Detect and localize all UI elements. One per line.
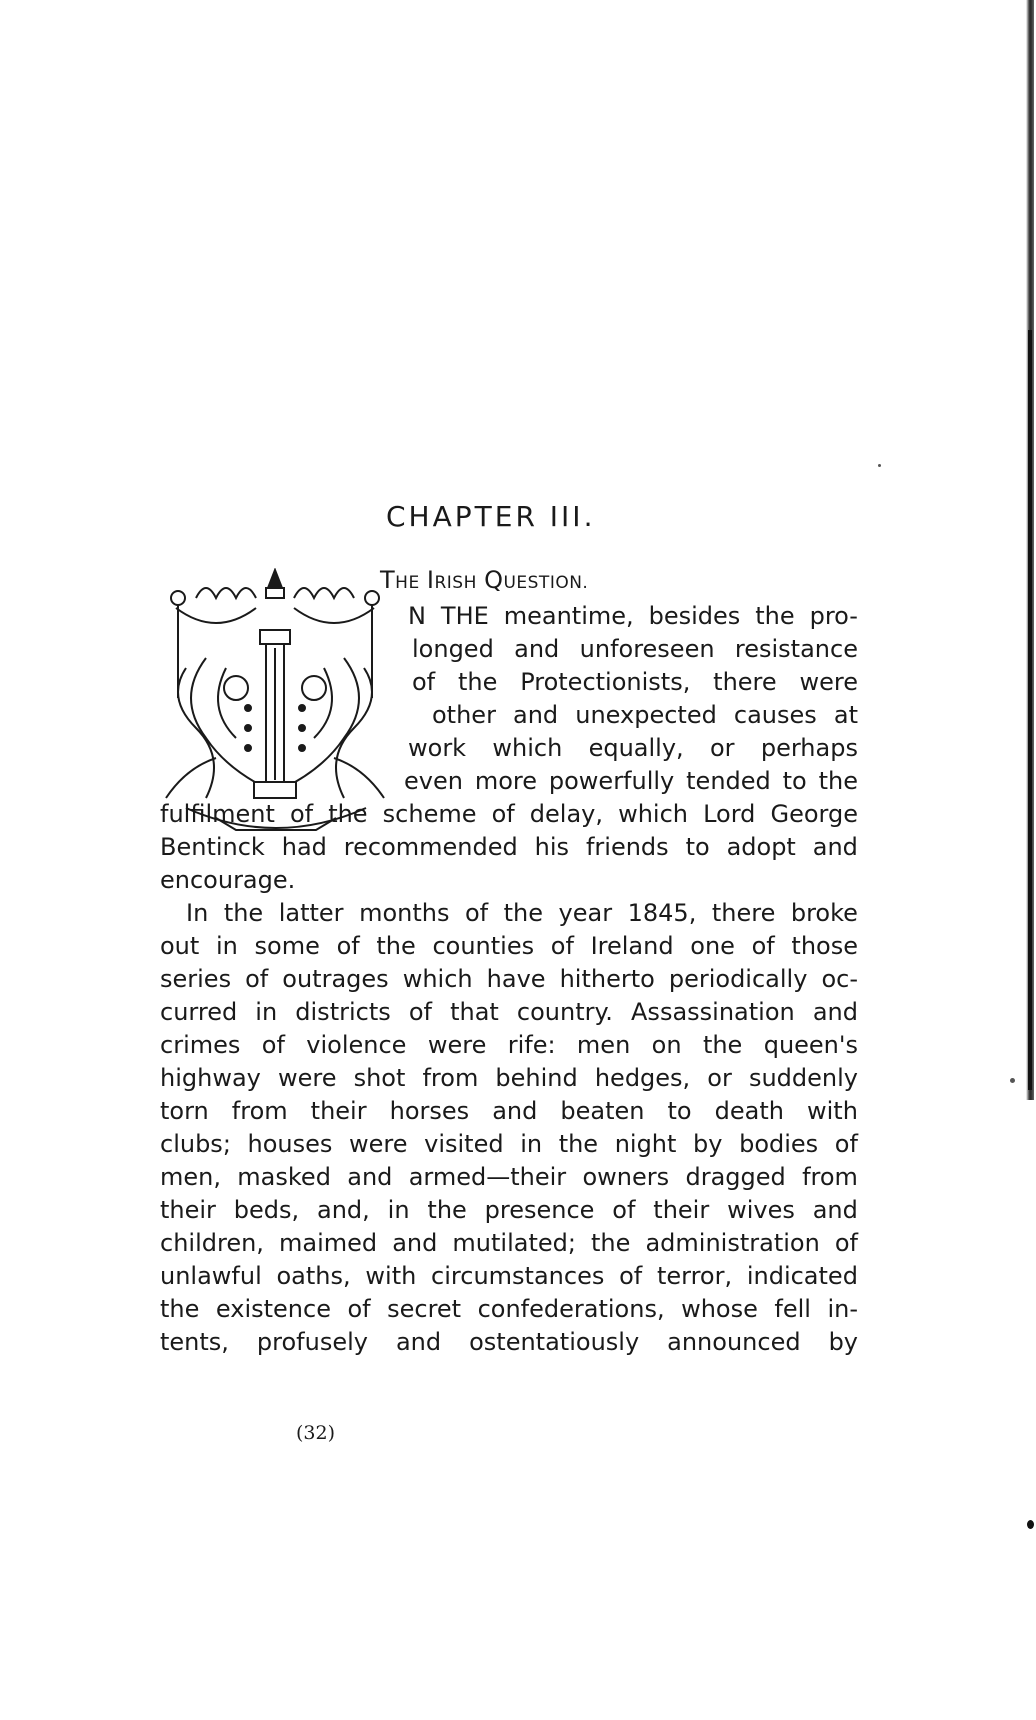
text-line: work which equally, or perhaps [408, 734, 858, 762]
text-line: series of outrages which have hitherto periodically oc- [160, 965, 858, 993]
text-line: tents, profusely and ostentatiously announced by [160, 1328, 858, 1356]
text-line: children, maimed and mutilated; the administration of [160, 1229, 858, 1257]
text-line: curred in districts of that country. Assassination and [160, 998, 858, 1026]
text-line: men, masked and armed—their owners dragged from [160, 1163, 858, 1191]
scan-speck [1010, 1078, 1015, 1083]
scan-speck [1027, 1520, 1034, 1529]
page-number: (32) [296, 1422, 336, 1444]
text-line: other and unexpected causes at [432, 701, 858, 729]
chapter-heading: CHAPTER III. [386, 500, 596, 533]
text-line: longed and unforeseen resistance [412, 635, 858, 663]
text-line: N THE meantime, besides the pro- [408, 602, 858, 630]
text-line: even more powerfully tended to the [404, 767, 858, 795]
text-line: their beds, and, in the presence of their wives and [160, 1196, 858, 1224]
page-edge-dark [1028, 330, 1032, 1090]
chapter-title: THE IRISH QUESTION. [380, 566, 589, 594]
text-line: clubs; houses were visited in the night by bodies of [160, 1130, 858, 1158]
text-line: fulfilment of the scheme of delay, which Lord George [160, 800, 858, 828]
text-line: unlawful oaths, with circumstances of terror, indicated [160, 1262, 858, 1290]
text-line: highway were shot from behind hedges, or suddenly [160, 1064, 858, 1092]
text-line: encourage. [160, 866, 296, 894]
text-line: out in some of the counties of Ireland one of those [160, 932, 858, 960]
text-line: of the Protectionists, there were [412, 668, 858, 696]
text-line: crimes of violence were rife: men on the queen's [160, 1031, 858, 1059]
scan-speck [878, 464, 881, 467]
text-line: Bentinck had recommended his friends to adopt and [160, 833, 858, 861]
text-line: the existence of secret confederations, whose fell in- [160, 1295, 858, 1323]
text-line: In the latter months of the year 1845, there broke [186, 899, 858, 927]
text-line: torn from their horses and beaten to death with [160, 1097, 858, 1125]
